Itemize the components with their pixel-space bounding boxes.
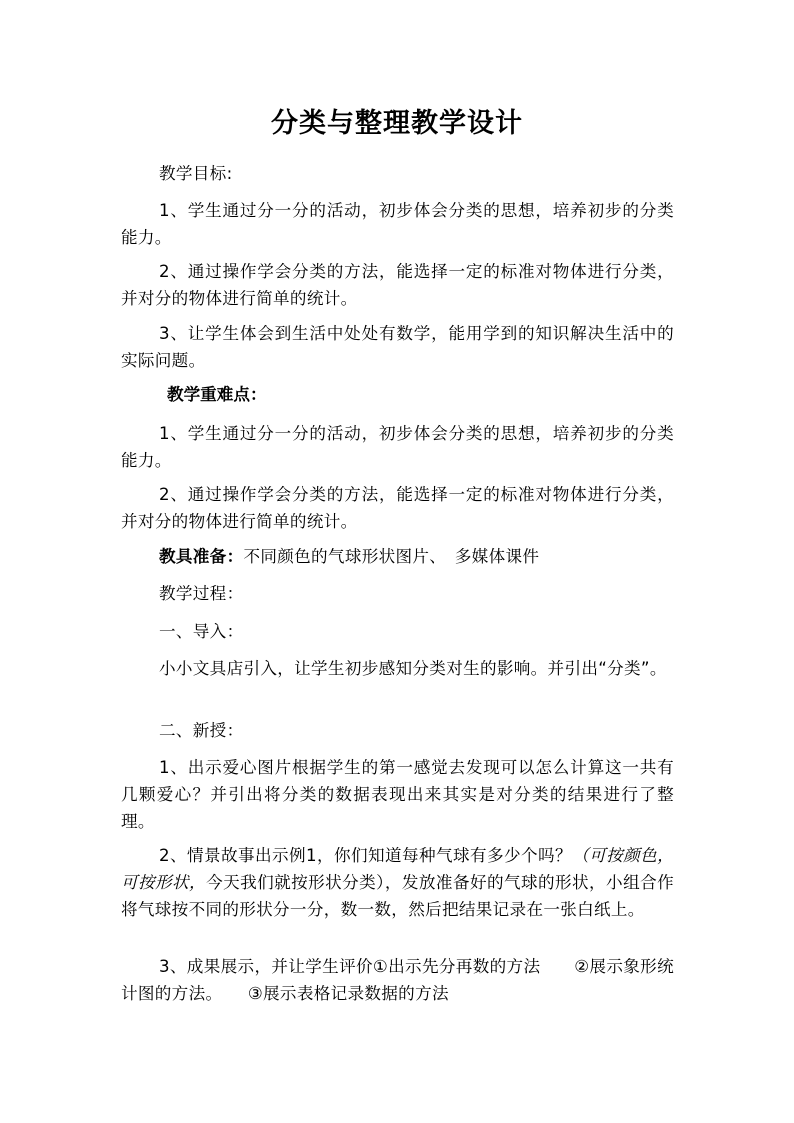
new-item-2-part-c: 今天我们就按形状分类），发放准备好的气球的形状，小组合作将气球按不同的形状分一分，数一数，然后把结果记录在一张白纸上。 <box>121 873 674 919</box>
objective-3: 3、让学生体会到生活中处处有数学，能用学到的知识解决生活中的实际问题。 <box>121 324 674 370</box>
intro-heading: 一、导入： <box>159 622 244 641</box>
new-item-1: 1、出示爱心图片根据学生的第一感觉去发现可以怎么计算这一共有几颗爱心？并引出将分类的数据表现出来其实是对分类的结果进行了整理。 <box>121 758 674 831</box>
materials-line <box>121 543 674 570</box>
process-heading: 教学过程： <box>159 584 244 603</box>
objective-1: 1、学生通过分一分的活动，初步体会分类的思想，培养初步的分类能力。 <box>121 201 674 247</box>
new-item-2-part-a: 2、情景故事出示例1，你们知道每种气球有多少个吗？ <box>159 846 573 865</box>
key-point-1: 1、学生通过分一分的活动，初步体会分类的思想，培养初步的分类能力。 <box>121 424 674 470</box>
new-heading: 二、新授： <box>159 721 244 740</box>
key-point-2: 2、通过操作学会分类的方法，能选择一定的标准对物体进行分类，并对分的物体进行简单的统计。 <box>121 485 674 531</box>
objective-2: 2、通过操作学会分类的方法，能选择一定的标准对物体进行分类，并对分的物体进行简单的统计。 <box>121 262 674 308</box>
new-item-2 <box>121 842 674 923</box>
objectives-heading: 教学目标: <box>159 164 233 183</box>
materials-text: 不同颜色的气球形状图片、 多媒体课件 <box>243 547 540 566</box>
document-title: 分类与整理教学设计 <box>271 108 523 139</box>
key-points-heading: 教学重难点： <box>167 385 267 404</box>
materials-label: 教具准备： <box>159 547 244 566</box>
new-item-2-italic: （可按颜色，可按形状， <box>121 846 674 892</box>
new-item-3: 3、成果展示，并让学生评价①出示先分再数的方法 ②展示象形统计图的方法。 ③展示表格记录数据的方法 <box>121 957 674 1003</box>
intro-text: 小小文具店引入，让学生初步感知分类对生的影响。并引出“分类”。 <box>159 659 667 678</box>
